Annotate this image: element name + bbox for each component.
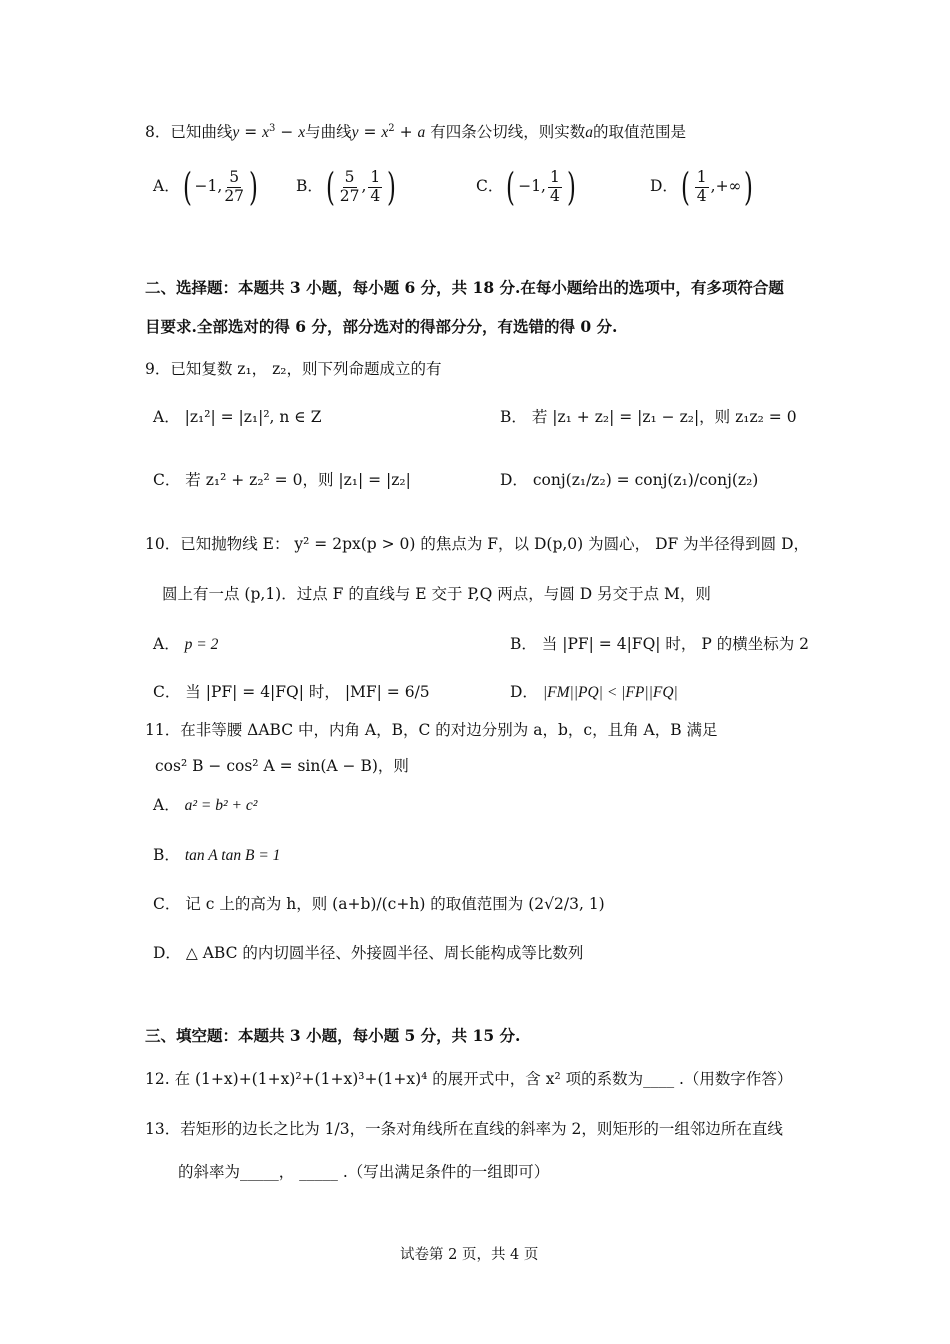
q13-line2: 的斜率为_____， _____ .（写出满足条件的一组即可） [178, 1163, 550, 1181]
q9-option-d: D． conj(z₁/z₂) = conj(z₁)/conj(z₂) [500, 471, 759, 489]
q10-option-b: B． 当 |PF| = 4|FQ| 时， P 的横坐标为 2 [510, 635, 809, 653]
q13-line1: 13．若矩形的边长之比为 1/3，一条对角线所在直线的斜率为 2，则矩形的一组邻边所在直线 [145, 1120, 783, 1138]
q11-option-d: D． △ ABC 的内切圆半径、外接圆半径、周长能构成等比数列 [153, 944, 584, 962]
q8-option-b: B．( $\frac{5}{27}$ , $\frac{1}{4}$ ) [296, 165, 397, 209]
q11-stem-line1: 11．在非等腰 ΔABC 中，内角 A，B，C 的对边分别为 a，b，c，且角 A，B 满足 [145, 721, 718, 739]
q8-stem: 8．已知曲线$y = x^3 - x$与曲线$y = x^2 + a$ 有四条公切线，则实数a的取值范围是 [145, 122, 686, 141]
q8-option-c: C．( −1, $\frac{1}{4}$ ) [476, 165, 576, 209]
q9-option-a: A． |z₁²| = |z₁|², n ∈ Z [153, 408, 322, 426]
q8-curve1: y [232, 124, 240, 141]
q8-option-d: D．( $\frac{1}{4}$ ,+∞) [650, 165, 754, 209]
q11-option-c: C． 记 c 上的高为 h，则 (a+b)/(c+h) 的取值范围为 (2√2/3, 1) [153, 895, 605, 913]
q11-stem-line2: cos² B − cos² A = sin(A − B)，则 [155, 757, 409, 775]
q9-option-c: C． 若 z₁² + z₂² = 0，则 |z₁| = |z₂| [153, 471, 411, 489]
q10-stem-line2: 圆上有一点 (p,1)．过点 F 的直线与 E 交于 P,Q 两点，与圆 D 另交于点 M，则 [162, 585, 711, 603]
section2-heading-line1: 二、选择题：本题共 3 小题，每小题 6 分，共 18 分.在每小题给出的选项中，有多项符合题 [145, 278, 784, 297]
q9-stem: 9．已知复数 z₁， z₂，则下列命题成立的有 [145, 360, 442, 378]
q10-option-a: A． p = 2 [153, 635, 219, 653]
q8-number: 8．已知曲线 [145, 123, 233, 141]
page-footer: 试卷第 2 页，共 4 页 [400, 1247, 539, 1263]
q10-stem-line1: 10．已知抛物线 E： y² = 2px(p > 0) 的焦点为 F，以 D(p,0) 为圆心， DF 为半径得到圆 D， [145, 535, 810, 553]
q10-option-d: D． |FM||PQ| < |FP||FQ| [510, 683, 678, 701]
q9-option-b: B． 若 |z₁ + z₂| = |z₁ − z₂|，则 z₁z₂ = 0 [500, 408, 797, 426]
q11-option-a: A． a² = b² + c² [153, 796, 258, 814]
section2-heading-line2: 目要求.全部选对的得 6 分，部分选对的得部分分，有选错的得 0 分. [145, 317, 618, 336]
q11-option-b: B． tan A tan B = 1 [153, 846, 281, 864]
q10-option-c: C． 当 |PF| = 4|FQ| 时， |MF| = 6/5 [153, 683, 430, 701]
q8-curve2: y [351, 124, 359, 141]
section3-heading: 三、填空题：本题共 3 小题，每小题 5 分，共 15 分. [145, 1026, 521, 1045]
q12-text: 12. 在 (1+x)+(1+x)²+(1+x)³+(1+x)⁴ 的展开式中，含 x² 项的系数为____ .（用数字作答） [145, 1070, 793, 1088]
q8-option-a: A．( −1, $\frac{5}{27}$ ) [153, 165, 258, 209]
